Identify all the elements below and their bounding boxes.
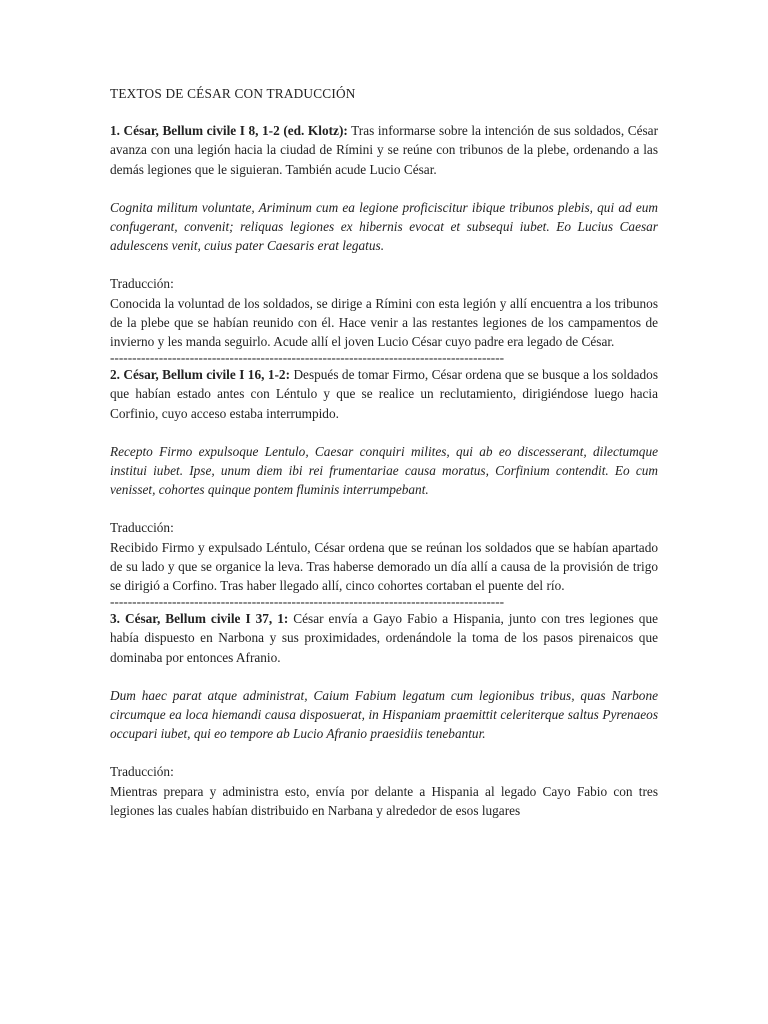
section-summary — [110, 365, 658, 423]
page-title: TEXTOS DE CÉSAR CON TRADUCCIÓN — [110, 86, 356, 101]
section-1 — [110, 121, 658, 351]
latin-text: Recepto Firmo expulsoque Lentulo, Caesar conquiri milites, qui ab eo discesserant, dilectumque institui iubet. Ipse, unum diem ibi rei frumentariae causa moratus, Corfinium contendit. Eo cum venisset, cohortes quinque pontem fluminis interrumpebant. — [110, 443, 658, 498]
section-summary — [110, 121, 658, 179]
summary-text: Después de tomar Firmo, César ordena que se busque a los soldados que habían estado antes con Léntulo y que se realice un reclutamiento, dirigiéndose luego hacia Corfinio, cuyo acceso estaba interrumpido. — [110, 367, 658, 421]
translation-label: Traducción: — [110, 520, 174, 536]
section-heading: 2. César, Bellum civile I 16, 1-2: — [110, 367, 291, 383]
translation-text: Recibido Firmo y expulsado Léntulo, César ordena que se reúnan los soldados que se habían apartado de su lado y que se organice la leva. Tras haberse demorado un día allí a causa de la provisión de trigo se dirigió a Corfino. Tras haber llegado allí, cinco cohortes cortaban el puente del río. — [110, 539, 658, 594]
latin-text: Cognita militum voluntate, Ariminum cum ea legione proficiscitur ibique tribunos plebis, qui ad eum confugerant, convenit; reliquas legiones ex hibernis evocat et subsequi iubet. Eo Lucius Caesar adulescens venit, cuius pater Caesaris erat legatus. — [110, 199, 658, 254]
latin-text: Dum haec parat atque administrat, Caium Fabium legatum cum legionibus tribus, quas Narbone circumque ea loca hiemandi causa disposuerat, in Hispaniam praemittit celeriterque saltus Pyrenaeos occupari iubet, qui eo tempore ab Lucio Afranio praesidiis tenebantur. — [110, 687, 658, 742]
document-page — [110, 84, 658, 820]
section-3 — [110, 609, 658, 820]
translation-text: Mientras prepara y administra esto, envía por delante a Hispania al legado Cayo Fabio con tres legiones las cuales habían distribuido en Narbana y alrededor de esos lugares — [110, 783, 658, 818]
section-summary — [110, 609, 658, 667]
section-separator: ----------------------------------------------------------------------------------------- — [110, 351, 505, 366]
translation-label: Traducción: — [110, 764, 174, 780]
translation-text: Conocida la voluntad de los soldados, se dirige a Rímini con esta legión y allí encuentra a los tribunos de la plebe que se habían reunido con él. Hace venir a las restantes legiones de los campamentos de invierno y les manda seguirlo. Acude allí el joven Lucio César cuyo padre era legado de César. — [110, 295, 658, 350]
section-separator: ----------------------------------------------------------------------------------------- — [110, 595, 505, 610]
summary-text: César envía a Gayo Fabio a Hispania, junto con tres legiones que había dispuesto en Narbona y sus proximidades, ordenándole la toma de los pasos pirenaicos que dominaba por entonces Afranio. — [110, 611, 658, 665]
section-heading: 1. César, Bellum civile I 8, 1-2 (ed. Klotz): — [110, 123, 348, 139]
summary-text: Tras informarse sobre la intención de sus soldados, César avanza con una legión hacia la ciudad de Rímini y se reúne con tribunos de la plebe, ordenando a las demás legiones que le siguieran. También acude Lucio César. — [110, 123, 659, 177]
translation-label: Traducción: — [110, 276, 174, 292]
section-2 — [110, 365, 658, 595]
section-heading: 3. César, Bellum civile I 37, 1: — [110, 611, 289, 627]
